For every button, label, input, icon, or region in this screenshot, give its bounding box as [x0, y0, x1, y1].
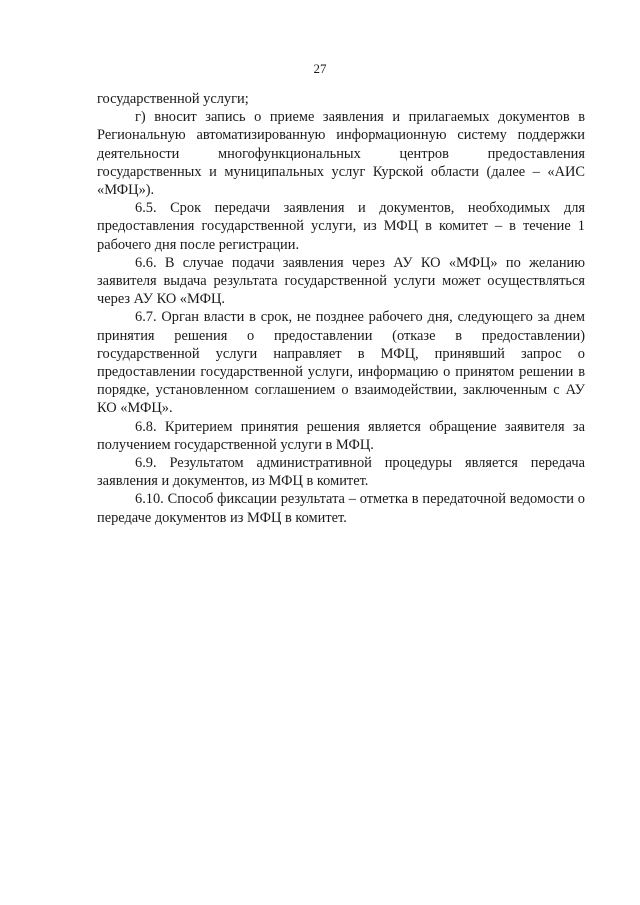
- page-number: 27: [313, 61, 327, 76]
- paragraph-continuation: государственной услуги;: [97, 91, 249, 107]
- paragraph-6-5: 6.5. Срок передачи заявления и документов, необходимых для предоставления государственной услуги, из МФЦ в комитет – в течение 1 рабочего дня после регистрации.: [97, 200, 585, 253]
- paragraph-6-8: 6.8. Критерием принятия решения является обращение заявителя за получением государственной услуги в МФЦ.: [97, 418, 585, 453]
- paragraph-6-7: 6.7. Орган власти в срок, не позднее рабочего дня, следующего за днем принятия решения о предоставлении (отказе в предоставлении) государственной услуги направляет в МФЦ, принявший запрос о предоставлении государственной услуги, информацию о принятом решении в порядке, установленном соглашением о взаимодействии, заключенным с АУ КО «МФЦ».: [97, 309, 585, 417]
- paragraph-6-6: 6.6. В случае подачи заявления через АУ КО «МФЦ» по желанию заявителя выдача результата государственной услуги может осуществляться через АУ КО «МФЦ.: [97, 254, 585, 308]
- paragraph-item-g: г) вносит запись о приеме заявления и прилагаемых документов в Региональную автоматизированную информационную систему поддержки деятельности многофункциональных центров предоставления государственных и муниципальных услуг Курской области (далее – «АИС «МФЦ»).: [97, 109, 585, 199]
- paragraph-6-10: 6.10. Способ фиксации результата – отметка в передаточной ведомости о передаче документов из МФЦ в комитет.: [97, 491, 585, 526]
- document-body: [97, 90, 585, 527]
- paragraph-6-9: 6.9. Результатом административной процедуры является передача заявления и документов, из МФЦ в комитет.: [97, 455, 585, 490]
